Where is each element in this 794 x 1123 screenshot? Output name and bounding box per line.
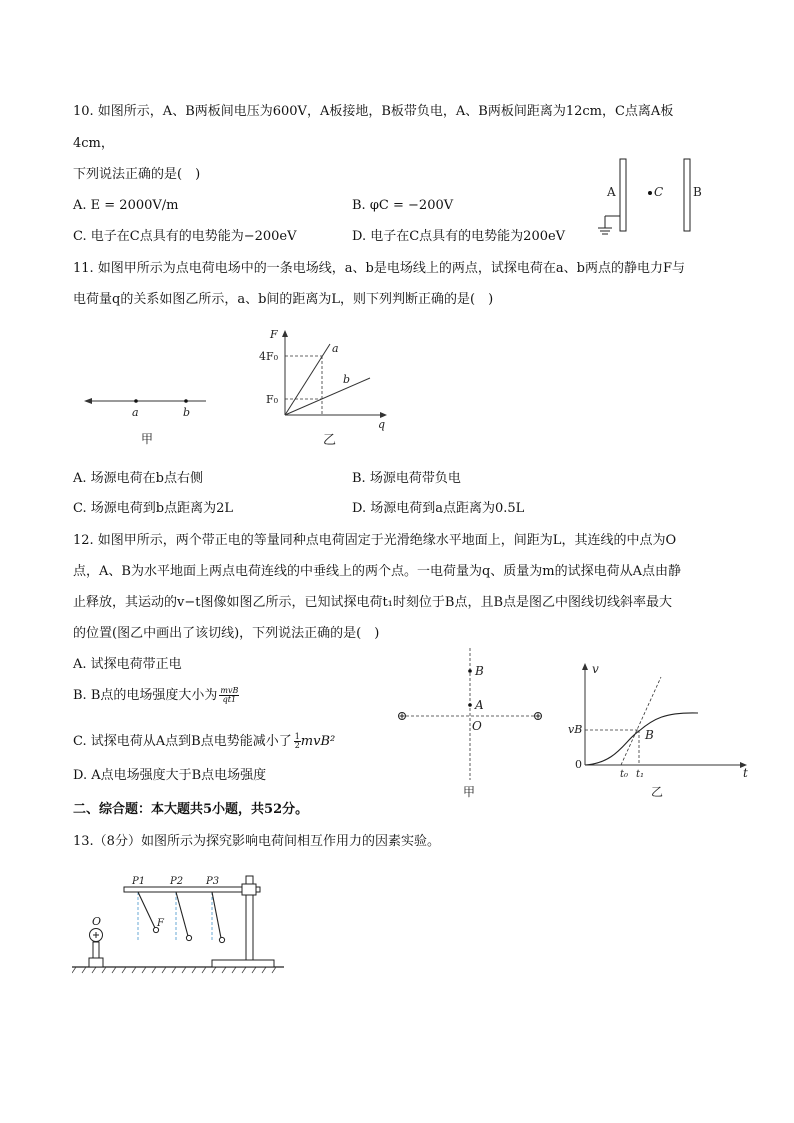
q12-option-b-fraction xyxy=(219,687,239,704)
thread-p3 xyxy=(212,892,221,938)
plate-b xyxy=(684,159,690,231)
section-2-title: 二、综合题：本大题共5小题，共52分。 xyxy=(73,802,309,817)
point-c-dot xyxy=(648,191,652,195)
q10-stem-line3: 下列说法正确的是( ) xyxy=(73,167,201,182)
q12-stem-line2: 点，A、B为水平地面上两点电荷连线的中垂线上的两个点。一电荷量为q、质量为m的试探电荷从A点由静 xyxy=(73,564,681,579)
positive-charge-left-icon xyxy=(399,713,406,720)
q12-stem-line1: 12. 如图甲所示，两个带正电的等量同种点电荷固定于光滑绝缘水平地面上，间距为L，其连线的中点为O xyxy=(73,533,677,548)
plate-a-label: A xyxy=(607,185,616,199)
tangent-line xyxy=(621,677,661,765)
point-a-label: a xyxy=(132,406,139,419)
frame-crossbar xyxy=(124,887,260,892)
point-c-label: C xyxy=(654,185,664,199)
frame-clamp xyxy=(242,884,256,895)
caption-yi: 乙 xyxy=(651,785,664,799)
line-a-label: a xyxy=(332,342,339,355)
fraction-numerator: 1 xyxy=(294,732,300,741)
tick-4f0: 4F₀ xyxy=(259,350,279,363)
point-b-dot xyxy=(184,399,188,403)
q13-apparatus-figure xyxy=(72,860,290,974)
point-b-label: b xyxy=(183,406,191,419)
q11-option-d: D. 场源电荷到a点距离为0.5L xyxy=(352,501,525,516)
q10-stem-line2: 4cm， xyxy=(73,136,114,151)
label-p3: P3 xyxy=(206,876,220,887)
q12-option-b-text: B. B点的电场强度大小为 xyxy=(73,688,218,703)
q11-force-charge-graph xyxy=(250,322,400,450)
caption-jia: 甲 xyxy=(463,785,476,799)
label-o: O xyxy=(92,915,102,928)
q12-option-b xyxy=(73,687,239,704)
origin-label: 0 xyxy=(575,758,582,771)
q12-option-c-fraction xyxy=(294,733,301,750)
line-a xyxy=(285,344,330,415)
q-axis-label: q xyxy=(378,418,386,431)
q11-field-line-figure xyxy=(80,385,220,450)
point-b-dot xyxy=(468,669,472,673)
q11-option-c: C. 场源电荷到b点距离为2L xyxy=(73,501,233,516)
q12-stem-line3: 止释放，其运动的v−t图像如图乙所示，已知试探电荷t₁时刻位于B点，且B点是图乙中图线切线斜率最大 xyxy=(73,595,673,610)
ball-p3 xyxy=(219,937,224,942)
q12-option-c xyxy=(73,733,335,750)
v-axis-arrow xyxy=(582,663,588,670)
q12-velocity-time-graph xyxy=(565,655,755,800)
q11-stem-line2: 电荷量q的关系如图乙所示，a、b间的距离为L，则下列判断正确的是( ) xyxy=(73,292,494,307)
q12-option-d: D. A点电场强度大于B点电场强度 xyxy=(73,768,267,783)
q12-option-a: A. 试探电荷带正电 xyxy=(73,657,182,672)
label-p1: P1 xyxy=(132,876,146,887)
q12-option-c-suffix: mvB² xyxy=(300,734,336,749)
label-p2: P2 xyxy=(170,876,184,887)
q11-option-b: B. 场源电荷带负电 xyxy=(352,471,461,486)
ground-icon xyxy=(598,216,620,234)
line-b-label: b xyxy=(343,373,351,386)
fraction-denominator: 2 xyxy=(294,741,300,750)
plate-a xyxy=(620,159,626,231)
point-a-dot xyxy=(468,703,472,707)
q13-stem-line1: 13.（8分）如图所示为探究影响电荷间相互作用力的因素实验。 xyxy=(73,834,440,849)
q12-charges-figure xyxy=(392,640,552,802)
q11-stem-line1: 11. 如图甲所示为点电荷电场中的一条电场线，a、b是电场线上的两点，试探电荷在a、b两点的静电力F与 xyxy=(73,261,685,276)
caption-yi: 乙 xyxy=(323,433,337,448)
t-axis-label: t xyxy=(743,766,748,780)
tick-f0: F₀ xyxy=(266,393,279,406)
point-b-label: B xyxy=(645,728,654,742)
point-a-label: A xyxy=(475,698,484,712)
v-axis-label: v xyxy=(592,662,599,676)
tick-vb: vB xyxy=(568,723,583,736)
plate-b-label: B xyxy=(693,185,702,199)
stand-o-post xyxy=(93,942,99,958)
thread-p1 xyxy=(138,892,155,928)
q10-option-c: C. 电子在C点具有的电势能为−200eV xyxy=(73,229,297,244)
fraction-denominator: qt1 xyxy=(222,695,237,704)
f-axis-label: F xyxy=(270,328,278,341)
q12-option-c-text: C. 试探电荷从A点到B点电势能减小了 xyxy=(73,734,292,749)
q10-plates-figure xyxy=(590,152,720,244)
ball-p2 xyxy=(186,935,191,940)
frame-base xyxy=(212,960,274,967)
point-o-label: O xyxy=(472,719,482,733)
label-f: F xyxy=(157,918,164,929)
charged-sphere-o-icon xyxy=(90,929,103,942)
q12-stem-line4: 的位置(图乙中画出了该切线)，下列说法正确的是( ) xyxy=(73,626,380,641)
ground-hatching xyxy=(72,967,276,973)
point-a-dot xyxy=(134,399,138,403)
plumb-lines xyxy=(138,892,212,942)
velocity-curve xyxy=(585,713,698,765)
q11-option-a: A. 场源电荷在b点右侧 xyxy=(73,471,203,486)
q10-stem-line1: 10. 如图所示，A、B两板间电压为600V，A板接地，B板带负电，A、B两板间距离为12cm，C点离A板 xyxy=(73,104,674,119)
fraction-numerator: mvB xyxy=(220,686,239,695)
q10-option-a: A. E = 2000V/m xyxy=(73,198,179,213)
thread-p2 xyxy=(176,892,188,936)
tick-t1: t₁ xyxy=(636,769,645,780)
f-axis-arrow xyxy=(282,330,288,337)
positive-charge-right-icon xyxy=(535,713,542,720)
arrow-left-icon xyxy=(84,398,92,404)
q10-option-d: D. 电子在C点具有的电势能为200eV xyxy=(352,229,566,244)
line-b xyxy=(285,378,370,415)
tick-t0: t₀ xyxy=(620,769,629,780)
point-b-label: B xyxy=(475,664,484,678)
q10-option-b: B. φC = −200V xyxy=(352,198,454,213)
caption-jia: 甲 xyxy=(141,432,154,446)
stand-o-base xyxy=(89,958,103,967)
